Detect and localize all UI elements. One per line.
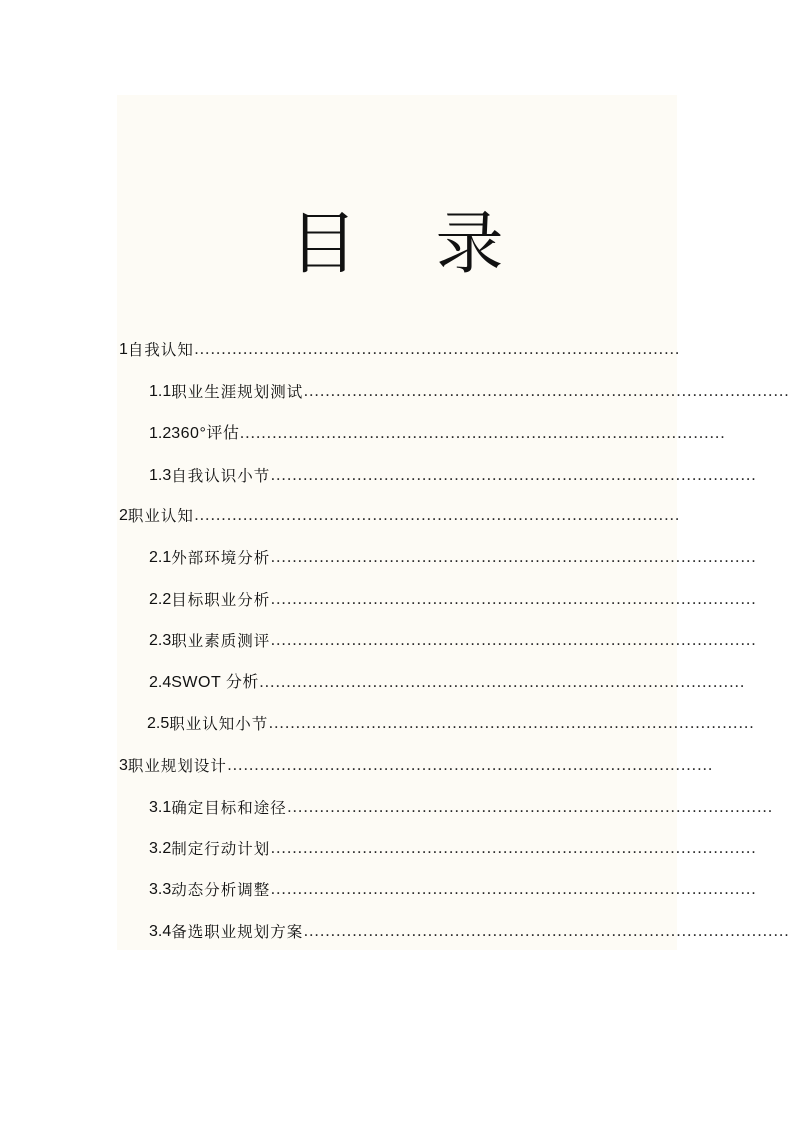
toc-leader-dots: ……………………………………………………………………………… xyxy=(303,383,790,400)
toc-entry-title: 职业生涯规划测试 xyxy=(171,383,304,401)
toc-leader-dots: ……………………………………………………………………………… xyxy=(270,632,757,649)
toc-entry-title: 备选职业规划方案 xyxy=(171,923,304,941)
toc-entry[interactable] xyxy=(119,504,680,528)
toc-entry-title: 确定目标和途径 xyxy=(171,799,287,817)
toc-entry[interactable] xyxy=(119,754,713,778)
toc-entry[interactable] xyxy=(149,920,790,944)
toc-leader-dots: ……………………………………………………………………………… xyxy=(193,507,680,524)
toc-entry[interactable] xyxy=(149,464,757,488)
toc-entry-title: 自我认识小节 xyxy=(171,467,271,485)
toc-leader-dots: ……………………………………………………………………………… xyxy=(268,715,755,732)
toc-leader-dots: ……………………………………………………………………………… xyxy=(239,425,726,442)
toc-leader-dots: ……………………………………………………………………………… xyxy=(286,799,773,816)
toc-entry[interactable] xyxy=(149,878,757,902)
toc-entry-number: 1 xyxy=(119,341,128,358)
toc-leader-dots: ……………………………………………………………………………… xyxy=(270,467,757,484)
toc-entry[interactable] xyxy=(149,629,757,653)
toc-entry-number: 1.3 xyxy=(149,467,172,484)
toc-entry[interactable] xyxy=(149,671,745,695)
toc-leader-dots: ……………………………………………………………………………… xyxy=(258,674,745,691)
toc-entry-number: 2.2 xyxy=(149,591,172,608)
toc-heading-char-2: 录 xyxy=(435,205,504,284)
toc-leader-dots: ……………………………………………………………………………… xyxy=(226,757,713,774)
toc-entry-title: 外部环境分析 xyxy=(171,549,271,567)
toc-entry-number: 2.1 xyxy=(149,549,172,566)
toc-leader-dots: ……………………………………………………………………………… xyxy=(270,591,757,608)
toc-entry-title: 目标职业分析 xyxy=(171,591,271,609)
toc-leader-dots: ……………………………………………………………………………… xyxy=(270,840,757,857)
toc-entry-title: 职业认知 xyxy=(127,507,194,525)
toc-entry[interactable] xyxy=(149,422,726,446)
toc-entry[interactable] xyxy=(119,338,680,362)
toc-entry-title: 动态分析调整 xyxy=(171,881,271,899)
toc-entry[interactable] xyxy=(149,588,757,612)
toc-entry-number: 3.4 xyxy=(149,923,172,940)
toc-entry[interactable] xyxy=(149,837,757,861)
toc-entry[interactable] xyxy=(149,796,773,820)
toc-entry-title: 自我认知 xyxy=(127,341,194,359)
toc-leader-dots: ……………………………………………………………………………… xyxy=(270,881,757,898)
toc-leader-dots: ……………………………………………………………………………… xyxy=(303,923,790,940)
toc-entry-title: 360°评估 xyxy=(171,425,240,442)
toc-entry-number: 1.2 xyxy=(149,425,172,442)
toc-entry-number: 3 xyxy=(119,757,128,774)
toc-entry-title: 职业素质测评 xyxy=(171,632,271,650)
toc-entry-number: 3.1 xyxy=(149,799,172,816)
toc-entry-title: 职业认知小节 xyxy=(169,715,269,733)
toc-entry-title: SWOT 分析 xyxy=(171,674,259,691)
toc-entry-number: 2.3 xyxy=(149,632,172,649)
toc-entry[interactable] xyxy=(147,712,755,736)
toc-heading-char-1: 目 xyxy=(289,205,358,284)
toc-entry[interactable] xyxy=(149,546,757,570)
toc-entry[interactable] xyxy=(149,380,790,404)
toc-entry-title: 职业规划设计 xyxy=(127,757,227,775)
toc-entry-number: 1.1 xyxy=(149,383,172,400)
toc-entry-number: 2 xyxy=(119,507,128,524)
toc-entry-title: 制定行动计划 xyxy=(171,840,271,858)
toc-leader-dots: ……………………………………………………………………………… xyxy=(270,549,757,566)
toc-entry-number: 3.3 xyxy=(149,881,172,898)
toc-entry-number: 2.5 xyxy=(147,715,170,732)
toc-entry-number: 2.4 xyxy=(149,674,172,691)
toc-leader-dots: ……………………………………………………………………………… xyxy=(193,341,680,358)
toc-entry-number: 3.2 xyxy=(149,840,172,857)
